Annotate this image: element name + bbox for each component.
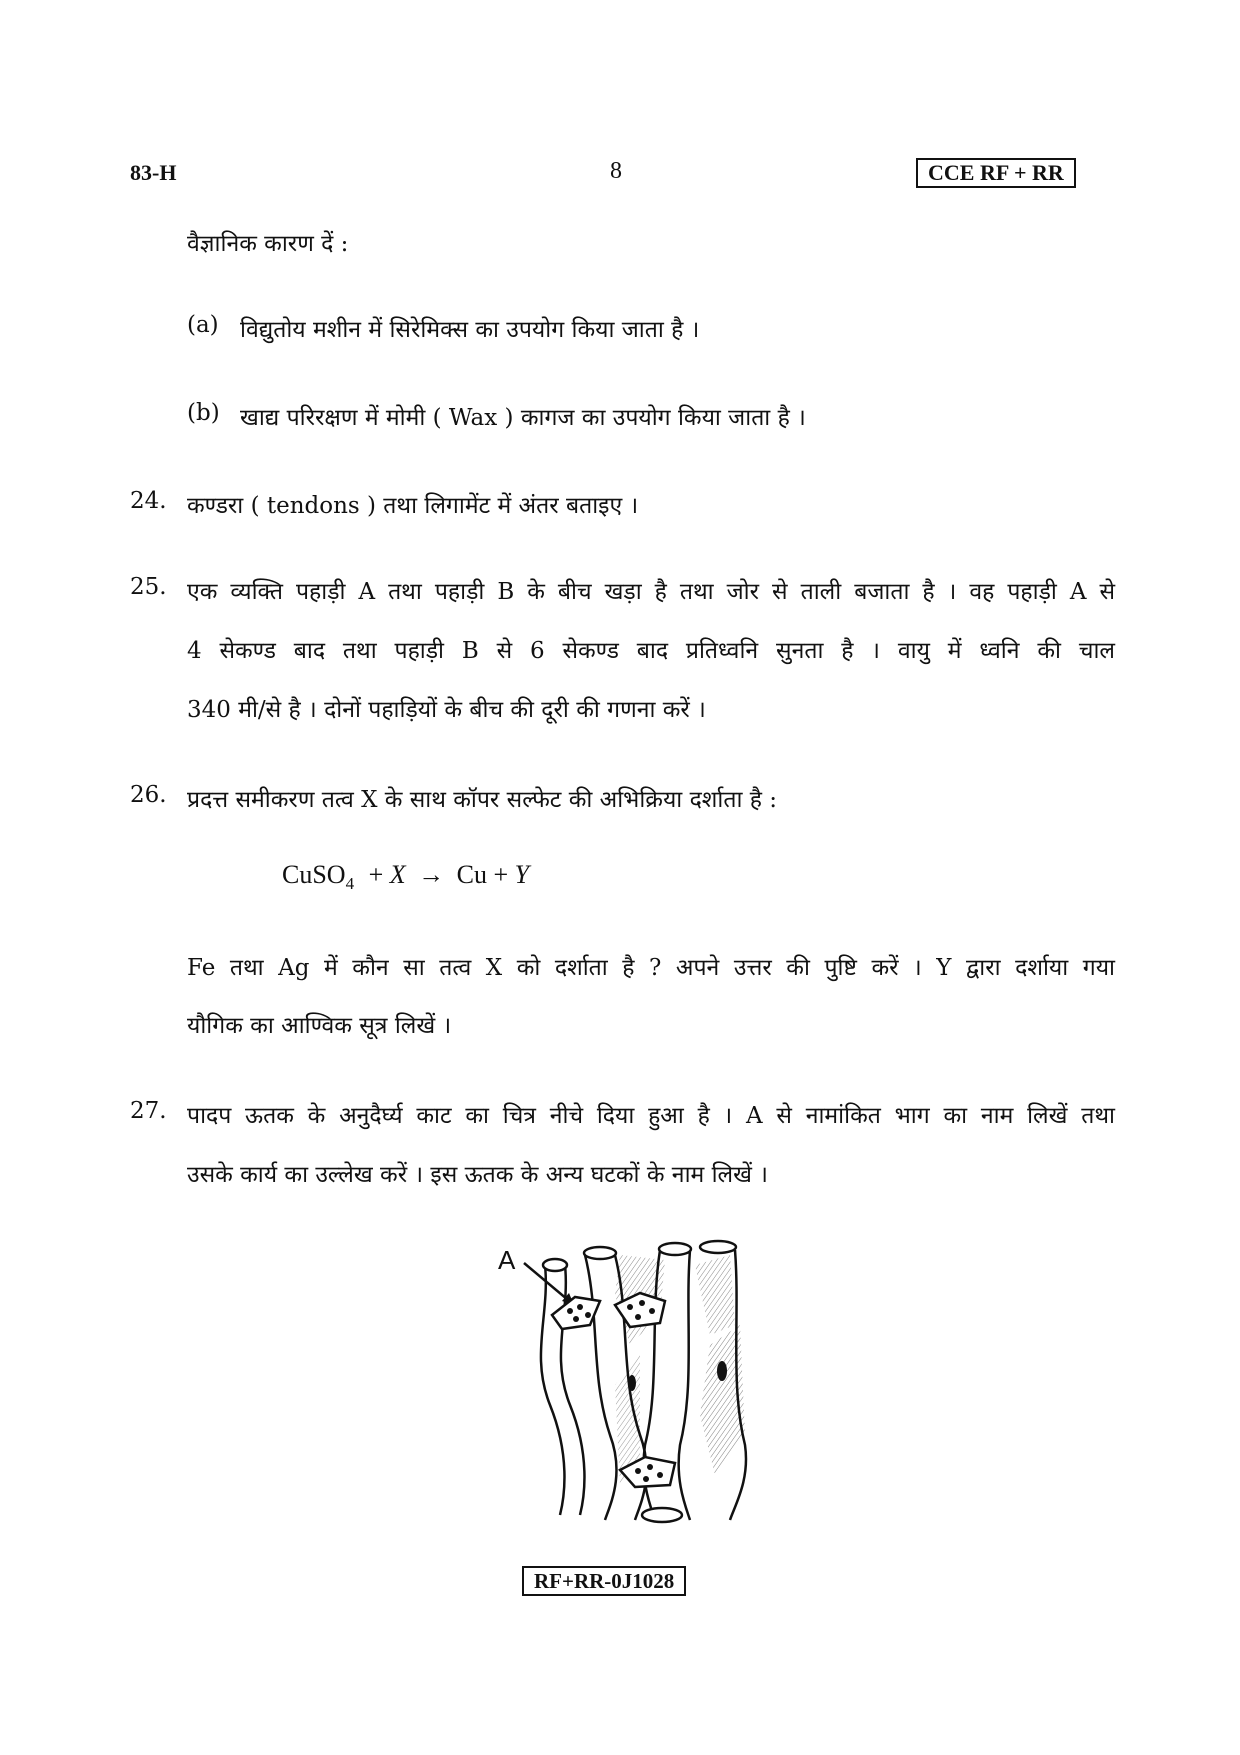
eq-plus: + — [368, 860, 384, 889]
page-number: 8 — [610, 158, 622, 184]
q27-number: 27. — [130, 1098, 167, 1124]
q23-a-text: विद्युतोय मशीन में सिरेमिक्स का उपयोग किया जाता है । — [240, 317, 700, 343]
sieve-plate-a — [552, 1297, 600, 1329]
eq-cuso: CuSO — [282, 860, 346, 889]
q26-line1: Fe तथा Ag में कौन सा तत्व X को दर्शाता है ? अपने उत्तर की पुष्टि करें । Y द्वारा दर्शाया गया — [187, 955, 1115, 981]
exam-code-box: CCE RF + RR — [916, 158, 1076, 188]
q25-line2: 4 सेकण्ड बाद तथा पहाड़ी B से 6 सेकण्ड बाद प्रतिध्वनि सुनता है । वायु में ध्वनि की चाल — [187, 638, 1115, 664]
vessel-opening-left — [543, 1259, 567, 1271]
tube-opening-1 — [584, 1247, 616, 1259]
q25-line3: 340 मी/से है । दोनों पहाड़ियों के बीच की दूरी की गणना करें । — [187, 697, 706, 723]
plant-tissue-figure — [490, 1235, 790, 1525]
q27-line1: पादप ऊतक के अनुदैर्घ्य काट का चित्र नीचे दिया हुआ है । A से नामांकित भाग का नाम लिखें तथा — [187, 1103, 1115, 1129]
eq-cu: Cu + — [456, 860, 509, 889]
figure-label-a: A — [498, 1245, 516, 1275]
footer-code: RF+RR-0J1028 — [522, 1566, 686, 1596]
vessel-wall-1 — [541, 1265, 565, 1515]
chemical-equation — [282, 860, 529, 894]
q23-b-label: (b) — [187, 400, 220, 426]
q23-intro: वैज्ञानिक कारण दें : — [187, 231, 349, 257]
q26-text: प्रदत्त समीकरण तत्व X के साथ कॉपर सल्फेट की अभिक्रिया दर्शाता है : — [187, 787, 778, 813]
paper-code: 83-H — [130, 160, 177, 185]
eq-x: X — [389, 860, 406, 889]
eq-y: Y — [514, 860, 530, 889]
q23-b-text: खाद्य परिरक्षण में मोमी ( Wax ) कागज का उपयोग किया जाता है । — [240, 405, 806, 431]
tube-wall-3 — [585, 1255, 616, 1520]
nucleus-2 — [717, 1361, 727, 1381]
tube-opening-2 — [659, 1243, 691, 1255]
tube-wall-6 — [679, 1250, 690, 1520]
eq-subscript: 4 — [345, 874, 355, 894]
q24-text: कण्डरा ( tendons ) तथा लिगामेंट में अंतर बताइए । — [187, 493, 639, 519]
eq-arrow: → — [418, 860, 445, 889]
tube-opening-bottom — [642, 1508, 682, 1522]
q23-a-label: (a) — [187, 312, 219, 338]
nucleus-1 — [628, 1375, 636, 1391]
q27-line2: उसके कार्य का उल्लेख करें । इस ऊतक के अन्य घटकों के नाम लिखें । — [187, 1162, 768, 1188]
q26-line2: यौगिक का आण्विक सूत्र लिखें । — [187, 1013, 452, 1039]
tube-opening-3 — [700, 1241, 736, 1253]
q26-number: 26. — [130, 782, 167, 808]
q25-number: 25. — [130, 574, 167, 600]
q24-number: 24. — [130, 488, 167, 514]
shaded-cell-right-top — [695, 1255, 735, 1335]
q25-line1: एक व्यक्ति पहाड़ी A तथा पहाड़ी B के बीच खड़ा है तथा जोर से ताली बजाता है । वह पहाड़ी A से — [187, 579, 1115, 605]
